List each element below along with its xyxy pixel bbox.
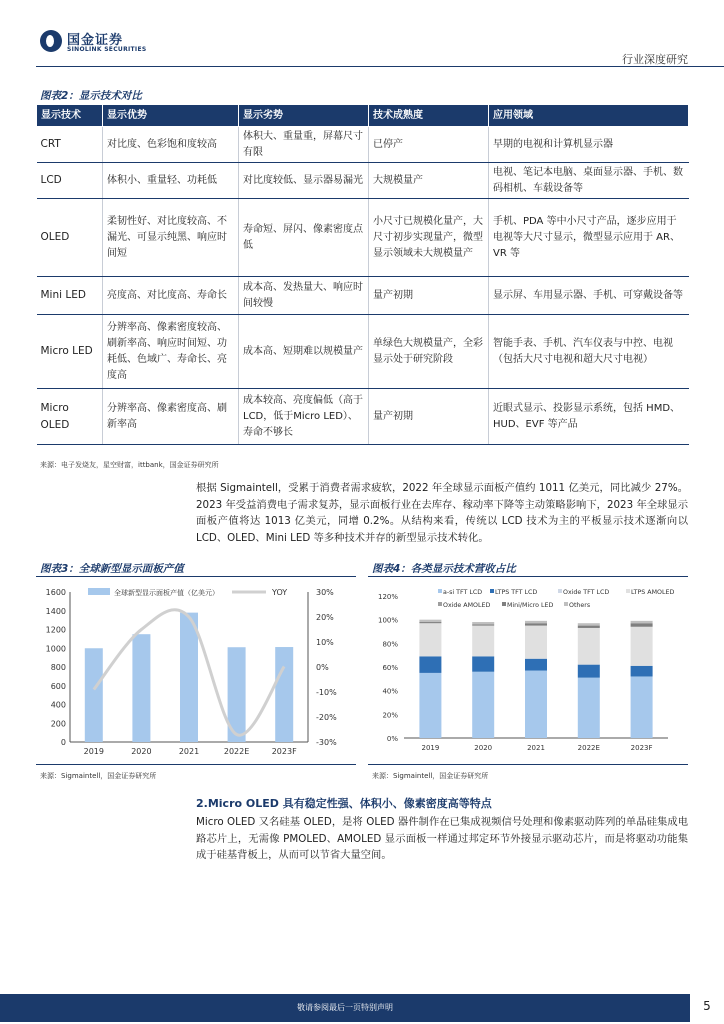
- stack-segment: [419, 673, 441, 738]
- stack-segment: [472, 624, 494, 625]
- report-type: 行业深度研究: [622, 53, 688, 66]
- stack-segment: [525, 671, 547, 738]
- chart3-source: 来源：Sigmaintell，国金证券研究所: [40, 772, 157, 780]
- logo-name-cn: 国金证券: [67, 33, 124, 48]
- chart4-svg: [368, 580, 688, 760]
- bar: [132, 634, 150, 742]
- y-tick-label: 1200: [45, 625, 66, 635]
- legend-swatch-bar: [88, 588, 110, 595]
- cell-maturity: 量产初期: [369, 277, 489, 315]
- legend-label: a-si TFT LCD: [443, 589, 483, 596]
- table-row: [37, 315, 689, 389]
- col-header: 显示劣势: [239, 105, 369, 127]
- cell-disadvantage: 成本高、发热量大、响应时间较慢: [239, 277, 369, 315]
- y2-tick-label: -20%: [316, 713, 337, 722]
- legend-label: Oxide TFT LCD: [563, 589, 610, 596]
- y-tick-label: 80%: [382, 640, 398, 649]
- x-tick-label: 2019: [83, 747, 104, 756]
- cell-disadvantage: 体积大、重量重，屏幕尺寸有限: [239, 127, 369, 163]
- legend-label: 全球新型显示面板产值（亿美元）: [114, 589, 219, 597]
- stack-segment: [472, 672, 494, 738]
- cell-advantage: 分辨率高、像素密度高、刷新率高: [103, 389, 239, 445]
- cell-application: 显示屏、车用显示器、手机、可穿戴设备等: [489, 277, 689, 315]
- table-source: 来源：电子发烧友，星空财富，ittbank，国金证券研究所: [40, 461, 219, 469]
- legend-label: YOY: [272, 588, 288, 597]
- y-tick-label: 1600: [45, 588, 66, 597]
- x-tick-label: 2021: [527, 744, 545, 752]
- legend-swatch: [558, 589, 562, 593]
- stack-segment: [472, 622, 494, 624]
- y2-tick-label: 30%: [316, 588, 334, 597]
- stack-segment: [525, 659, 547, 671]
- stack-segment: [578, 623, 600, 625]
- y-tick-label: 600: [50, 681, 66, 691]
- cell-disadvantage: 寿命短、屏闪、像素密度点低: [239, 199, 369, 277]
- cell-maturity: 大规模量产: [369, 163, 489, 199]
- display-tech-table: [36, 104, 689, 445]
- x-tick-label: 2021: [178, 747, 200, 756]
- table-figure-title: 图表2：显示技术对比: [40, 90, 142, 102]
- legend-swatch: [438, 602, 442, 606]
- cell-disadvantage: 成本高、短期难以规模量产: [239, 315, 369, 389]
- y2-tick-label: 0%: [316, 663, 329, 672]
- sinolink-logo-icon: [40, 30, 62, 52]
- cell-disadvantage: 成本较高、亮度偏低（高于LCD，低于Micro LED）、寿命不够长: [239, 389, 369, 445]
- legend-swatch: [564, 602, 568, 606]
- y2-tick-label: -10%: [316, 688, 337, 697]
- logo-name-en: SINOLINK SECURITIES: [67, 46, 147, 53]
- col-header: 显示技术: [37, 105, 103, 127]
- stack-segment: [419, 656, 441, 673]
- stack-segment: [631, 627, 653, 666]
- cell-advantage: 对比度、色彩饱和度较高: [103, 127, 239, 163]
- legend-swatch: [626, 589, 630, 593]
- y2-tick-label: 20%: [316, 613, 334, 622]
- y-tick-label: 120%: [377, 593, 398, 601]
- stack-segment: [472, 656, 494, 671]
- col-header: 技术成熟度: [369, 105, 489, 127]
- col-header: 应用领域: [489, 105, 689, 127]
- y-tick-label: 0%: [386, 735, 398, 743]
- chart3-svg: [36, 580, 356, 760]
- cell-application: 手机、PDA 等中小尺寸产品，逐步应用于电视等大尺寸显示，微型显示应用于 AR、VR 等: [489, 199, 689, 277]
- legend-swatch: [490, 589, 494, 593]
- stack-segment: [419, 623, 441, 656]
- legend-swatch: [438, 589, 442, 593]
- stack-segment: [525, 623, 547, 625]
- legend-label: LTPS AMOLED: [631, 589, 675, 596]
- cell-application: 早期的电视和计算机显示器: [489, 127, 689, 163]
- cell-advantage: 体积小、重量轻、功耗低: [103, 163, 239, 199]
- header-divider: [36, 66, 724, 67]
- cell-application: 电视、笔记本电脑、桌面显示器、手机、数码相机、车载设备等: [489, 163, 689, 199]
- body-paragraph-2: Micro OLED 又名硅基 OLED，是将 OLED 器件制作在已集成视频信号处理和像素驱动阵列的单晶硅集成电路芯片上，无需像 PMOLED、AMOLED 显示面板一样通过邦定环节外接显示驱动芯片，而是将驱动功能集成于硅基背板上，从而可以节省大量空间。: [196, 816, 688, 861]
- x-tick-label: 2023F: [630, 744, 653, 752]
- footer-disclaimer: 敬请参阅最后一页特别声明: [297, 1003, 393, 1012]
- footer-bar: [0, 994, 690, 1022]
- cell-maturity: 已停产: [369, 127, 489, 163]
- y-tick-label: 60%: [382, 664, 398, 672]
- x-tick-label: 2020: [474, 744, 493, 752]
- x-tick-label: 2022E: [577, 744, 600, 752]
- stack-segment: [525, 621, 547, 623]
- y2-tick-label: -30%: [316, 738, 337, 747]
- stack-segment: [631, 621, 653, 623]
- stack-segment: [578, 626, 600, 628]
- chart4-bottom-rule: [368, 764, 688, 765]
- y-tick-label: 400: [50, 700, 66, 710]
- chart4-source: 来源：Sigmaintell，国金证券研究所: [372, 772, 489, 780]
- cell-tech: OLED: [37, 199, 103, 277]
- bar: [180, 613, 198, 742]
- col-header: 显示优势: [103, 105, 239, 127]
- page-number: 5: [703, 999, 711, 1013]
- y-tick-label: 1000: [45, 644, 66, 654]
- y-tick-label: 100%: [377, 616, 398, 625]
- y-tick-label: 40%: [382, 687, 398, 696]
- cell-advantage: 分辨率高、像素密度较高、刷新率高、响应时间短、功耗低、色域广、寿命长、亮度高: [103, 315, 239, 389]
- chart3-bottom-rule: [36, 764, 356, 765]
- cell-maturity: 单绿色大规模量产，全彩显示处于研究阶段: [369, 315, 489, 389]
- cell-tech: Micro LED: [37, 315, 103, 389]
- x-tick-label: 2023F: [271, 747, 297, 756]
- stack-segment: [578, 678, 600, 738]
- chart4-title: 图表4：各类显示技术营收占比: [372, 563, 516, 575]
- y-tick-label: 1400: [45, 606, 66, 616]
- legend-label: Mini/Micro LED: [507, 602, 554, 609]
- chart3-title: 图表3：全球新型显示面板产值: [40, 563, 184, 575]
- cell-tech: Mini LED: [37, 277, 103, 315]
- x-tick-label: 2020: [131, 747, 152, 756]
- stack-segment: [578, 665, 600, 678]
- cell-maturity: 量产初期: [369, 389, 489, 445]
- cell-tech: CRT: [37, 127, 103, 163]
- table-header-row: [37, 105, 689, 127]
- cell-advantage: 亮度高、对比度高、寿命长: [103, 277, 239, 315]
- cell-disadvantage: 对比度较低、显示器易漏光: [239, 163, 369, 199]
- x-tick-label: 2019: [421, 744, 440, 752]
- stack-segment: [419, 620, 441, 622]
- table-row: [37, 389, 689, 445]
- chart4-title-rule: [368, 576, 688, 577]
- legend-swatch: [502, 602, 506, 606]
- stack-segment: [631, 623, 653, 627]
- stack-segment: [419, 622, 441, 623]
- body-paragraph-1: 根据 Sigmaintell，受累于消费者需求疲软，2022 年全球显示面板产值约 1011 亿美元，同比减少 27%。2023 年受益消费电子需求复苏，显示面板行业在去库存、稼动率下降等主动策略影响下，2023 年全球显示面板产值将达 1013 亿美元，同增 0.2%。从结构来看，传统以 LCD 技术为主的平板显示技术逐渐向以 LCD、OLED、Mini LED 等多种技术并存的新型显示技术转化。: [196, 482, 688, 544]
- chart3-title-rule: [36, 576, 356, 577]
- table-row: [37, 163, 689, 199]
- y-tick-label: 200: [50, 719, 66, 729]
- cell-tech: LCD: [37, 163, 103, 199]
- stack-segment: [578, 628, 600, 665]
- stack-segment: [472, 626, 494, 657]
- x-tick-label: 2022E: [223, 747, 250, 756]
- legend-label: Oxide AMOLED: [443, 602, 491, 609]
- cell-application: 智能手表、手机、汽车仪表与中控、电视（包括大尺寸电视和超大尺寸电视）: [489, 315, 689, 389]
- y-tick-label: 800: [50, 663, 66, 672]
- section-heading: 2.Micro OLED 具有稳定性强、体积小、像素密度高等特点: [196, 797, 492, 810]
- bar: [275, 647, 293, 742]
- y-tick-label: 20%: [382, 711, 398, 720]
- cell-tech: Micro OLED: [37, 389, 103, 445]
- y2-tick-label: 10%: [316, 638, 334, 647]
- table-row: [37, 127, 689, 163]
- stack-segment: [631, 676, 653, 738]
- table-row: [37, 277, 689, 315]
- stack-segment: [631, 666, 653, 677]
- cell-application: 近眼式显示、投影显示系统，包括 HMD、HUD、EVF 等产品: [489, 389, 689, 445]
- cell-advantage: 柔韧性好、对比度较高、不漏光、可显示纯黑、响应时间短: [103, 199, 239, 277]
- cell-maturity: 小尺寸已规模化量产，大尺寸初步实现量产，微型显示领域未大规模量产: [369, 199, 489, 277]
- stack-segment: [525, 626, 547, 659]
- legend-label: Others: [569, 602, 591, 609]
- legend-label: LTPS TFT LCD: [495, 589, 538, 596]
- table-row: [37, 199, 689, 277]
- bar: [85, 648, 103, 742]
- y-tick-label: 0: [60, 738, 66, 747]
